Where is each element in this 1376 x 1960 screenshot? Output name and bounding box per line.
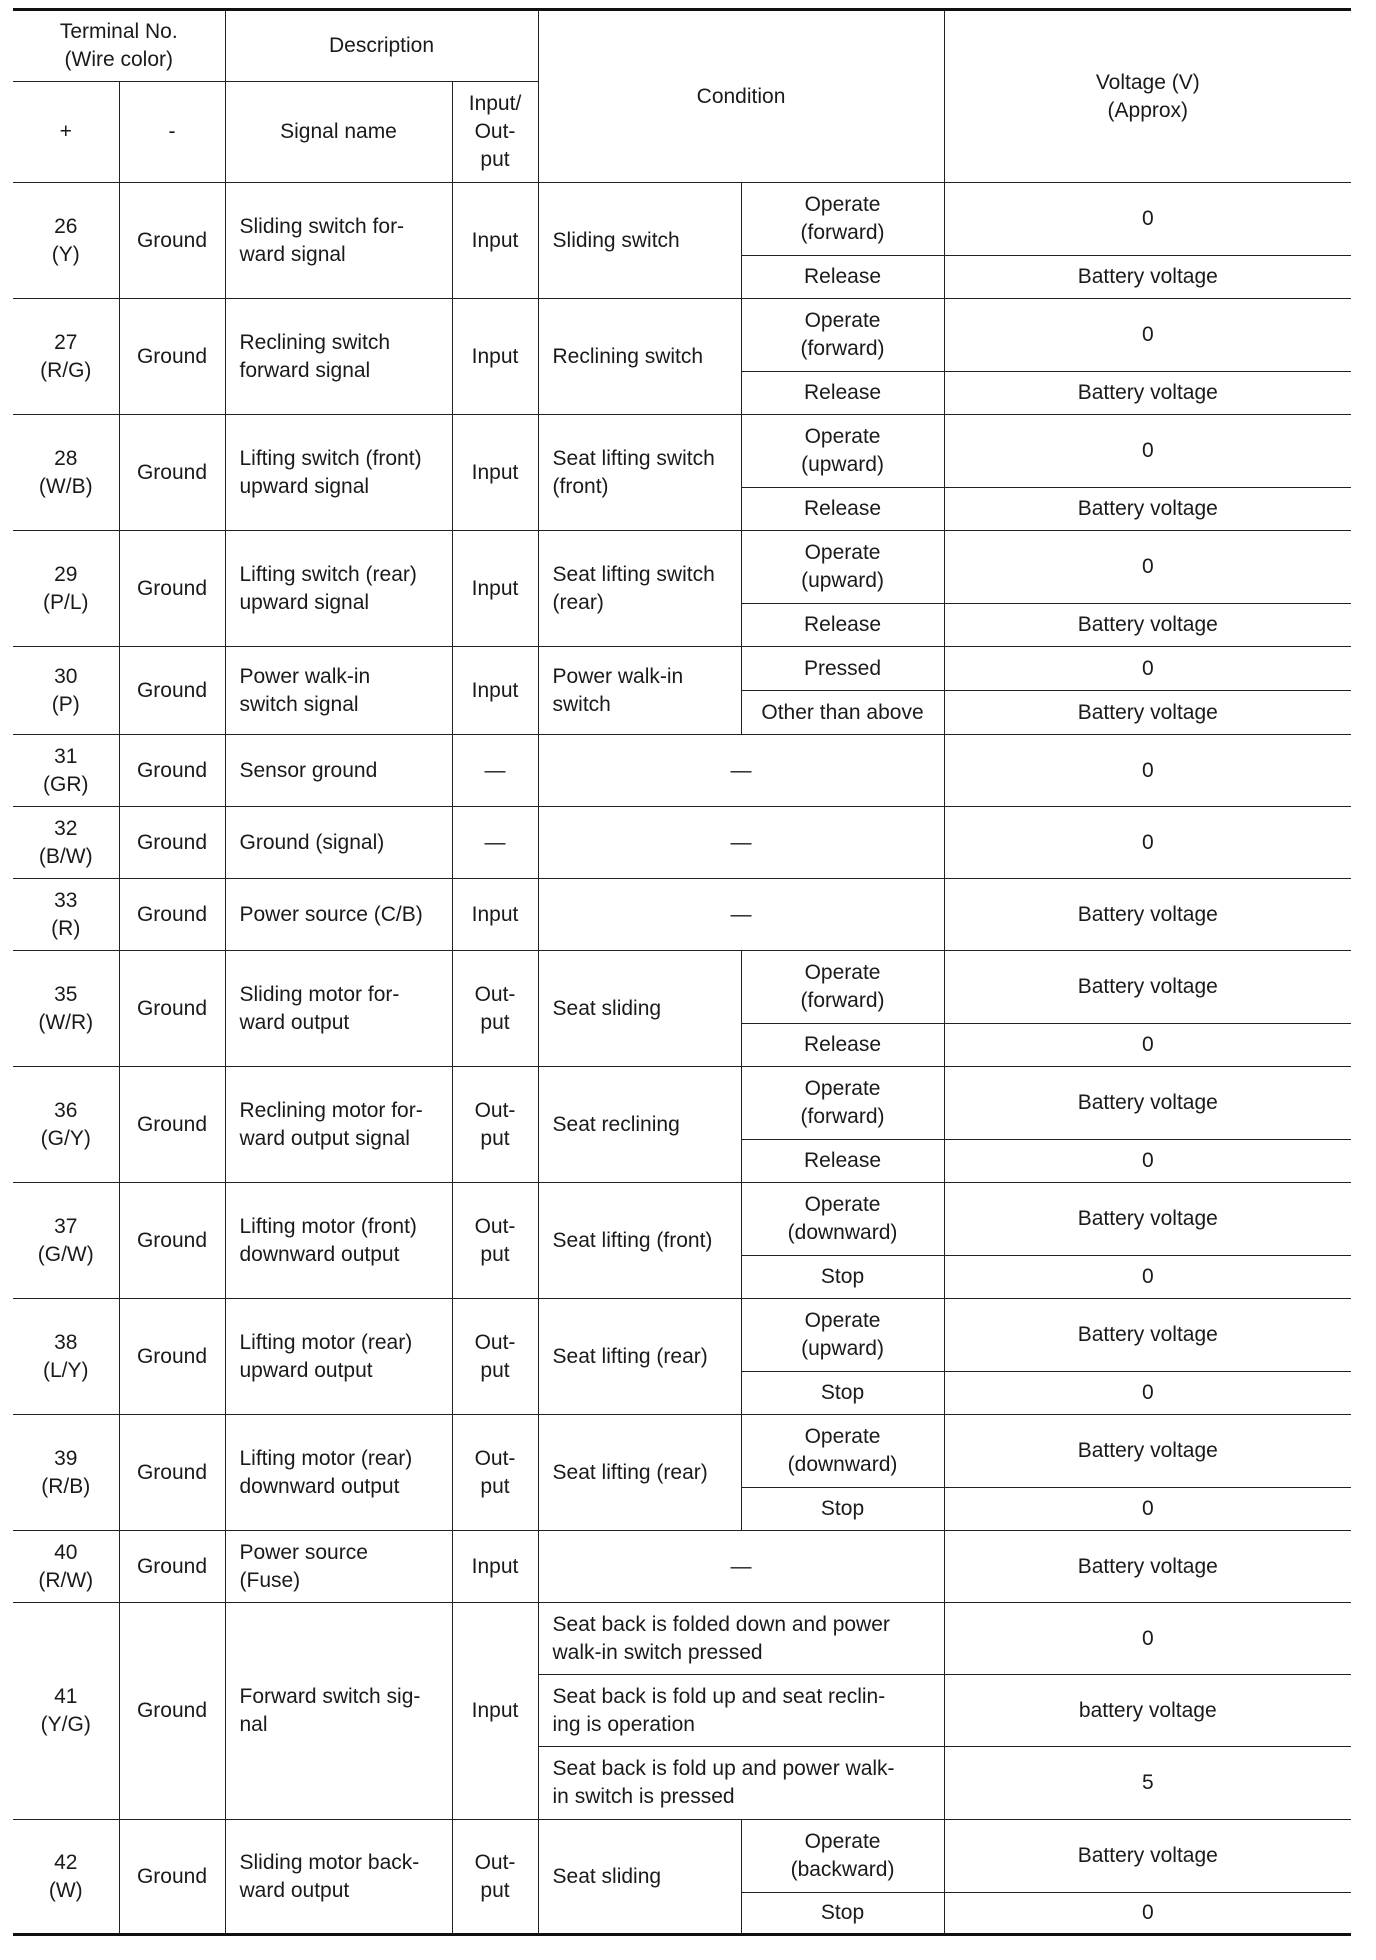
- voltage-cell: Battery voltage: [944, 1531, 1351, 1603]
- ground-cell: Ground: [119, 531, 225, 647]
- ground-cell: Ground: [119, 879, 225, 951]
- condition-cell: Seat back is fold up and power walk- in switch is pressed: [538, 1747, 944, 1820]
- terminal-cell: 41 (Y/G): [13, 1603, 119, 1820]
- signal-name-cell: Lifting switch (front) upward signal: [225, 415, 452, 531]
- condition-cell: Sliding switch: [538, 183, 741, 299]
- terminal-cell: 39 (R/B): [13, 1415, 119, 1531]
- voltage-cell: 0: [944, 531, 1351, 604]
- condition-cell: Power walk-in switch: [538, 647, 741, 735]
- signal-name-cell: Lifting switch (rear) upward signal: [225, 531, 452, 647]
- terminal-cell: 27 (R/G): [13, 299, 119, 415]
- ground-cell: Ground: [119, 1067, 225, 1183]
- terminal-cell: 37 (G/W): [13, 1183, 119, 1299]
- signal-name-cell: Sensor ground: [225, 735, 452, 807]
- voltage-cell: 0: [944, 1488, 1351, 1531]
- voltage-cell: 0: [944, 183, 1351, 256]
- header-plus: +: [13, 82, 119, 183]
- state-cell: Other than above: [741, 691, 944, 735]
- signal-name-cell: Power source (Fuse): [225, 1531, 452, 1603]
- signal-name-cell: Ground (signal): [225, 807, 452, 879]
- table-row: [13, 879, 1351, 951]
- terminal-cell: 33 (R): [13, 879, 119, 951]
- state-cell: Operate (backward): [741, 1820, 944, 1893]
- voltage-cell: 0: [944, 1024, 1351, 1067]
- table-row: [13, 807, 1351, 879]
- io-cell: Out- put: [452, 951, 538, 1067]
- voltage-cell: Battery voltage: [944, 1415, 1351, 1488]
- voltage-cell: 0: [944, 1256, 1351, 1299]
- voltage-cell: 0: [944, 1372, 1351, 1415]
- signal-name-cell: Power walk-in switch signal: [225, 647, 452, 735]
- voltage-cell: Battery voltage: [944, 951, 1351, 1024]
- io-cell: Out- put: [452, 1415, 538, 1531]
- voltage-cell: Battery voltage: [944, 372, 1351, 415]
- voltage-cell: Battery voltage: [944, 604, 1351, 647]
- voltage-cell: Battery voltage: [944, 691, 1351, 735]
- voltage-cell: Battery voltage: [944, 1067, 1351, 1140]
- io-cell: Input: [452, 299, 538, 415]
- io-cell: Input: [452, 647, 538, 735]
- state-cell: Release: [741, 604, 944, 647]
- header-terminal-no: Terminal No. (Wire color): [13, 10, 225, 82]
- terminal-cell: 32 (B/W): [13, 807, 119, 879]
- terminal-cell: 26 (Y): [13, 183, 119, 299]
- signal-name-cell: Lifting motor (rear) upward output: [225, 1299, 452, 1415]
- state-cell: Release: [741, 256, 944, 299]
- terminal-cell: 30 (P): [13, 647, 119, 735]
- header-description: Description: [225, 10, 538, 82]
- condition-cell: Seat back is folded down and power walk-in switch pressed: [538, 1603, 944, 1675]
- ground-cell: Ground: [119, 807, 225, 879]
- condition-cell: Seat lifting (rear): [538, 1299, 741, 1415]
- terminal-cell: 42 (W): [13, 1820, 119, 1935]
- signal-name-cell: Lifting motor (front) downward output: [225, 1183, 452, 1299]
- voltage-cell: Battery voltage: [944, 1183, 1351, 1256]
- table-row: [13, 735, 1351, 807]
- state-cell: Operate (forward): [741, 299, 944, 372]
- voltage-cell: Battery voltage: [944, 1299, 1351, 1372]
- state-cell: Operate (forward): [741, 951, 944, 1024]
- condition-cell: Reclining switch: [538, 299, 741, 415]
- state-cell: Release: [741, 1024, 944, 1067]
- voltage-cell: 0: [944, 415, 1351, 488]
- terminal-cell: 31 (GR): [13, 735, 119, 807]
- state-cell: Stop: [741, 1256, 944, 1299]
- table-row: [13, 1603, 1351, 1675]
- terminal-cell: 36 (G/Y): [13, 1067, 119, 1183]
- header-minus: -: [119, 82, 225, 183]
- voltage-cell: Battery voltage: [944, 1820, 1351, 1893]
- ground-cell: Ground: [119, 1415, 225, 1531]
- table-row: [13, 1415, 1351, 1488]
- table-row: [13, 415, 1351, 488]
- header-voltage: Voltage (V) (Approx): [944, 10, 1351, 183]
- condition-cell: —: [538, 879, 944, 951]
- table-row: [13, 1067, 1351, 1140]
- io-cell: —: [452, 807, 538, 879]
- voltage-cell: 0: [944, 807, 1351, 879]
- terminal-table: [13, 8, 1351, 1936]
- signal-name-cell: Power source (C/B): [225, 879, 452, 951]
- io-cell: Out- put: [452, 1820, 538, 1935]
- io-cell: Out- put: [452, 1183, 538, 1299]
- terminal-cell: 38 (L/Y): [13, 1299, 119, 1415]
- io-cell: Out- put: [452, 1299, 538, 1415]
- ground-cell: Ground: [119, 1299, 225, 1415]
- header-row: [13, 10, 1351, 82]
- voltage-cell: battery voltage: [944, 1675, 1351, 1747]
- io-cell: Input: [452, 879, 538, 951]
- voltage-cell: Battery voltage: [944, 488, 1351, 531]
- signal-name-cell: Reclining motor for- ward output signal: [225, 1067, 452, 1183]
- voltage-cell: 0: [944, 735, 1351, 807]
- state-cell: Stop: [741, 1488, 944, 1531]
- condition-cell: —: [538, 807, 944, 879]
- signal-name-cell: Lifting motor (rear) downward output: [225, 1415, 452, 1531]
- state-cell: Operate (forward): [741, 1067, 944, 1140]
- ground-cell: Ground: [119, 735, 225, 807]
- table-row: [13, 647, 1351, 691]
- voltage-cell: 0: [944, 647, 1351, 691]
- ground-cell: Ground: [119, 647, 225, 735]
- state-cell: Operate (upward): [741, 1299, 944, 1372]
- io-cell: Input: [452, 183, 538, 299]
- io-cell: —: [452, 735, 538, 807]
- io-cell: Out- put: [452, 1067, 538, 1183]
- state-cell: Stop: [741, 1372, 944, 1415]
- state-cell: Pressed: [741, 647, 944, 691]
- state-cell: Release: [741, 488, 944, 531]
- state-cell: Release: [741, 1140, 944, 1183]
- state-cell: Operate (downward): [741, 1183, 944, 1256]
- table-row: [13, 183, 1351, 256]
- signal-name-cell: Reclining switch forward signal: [225, 299, 452, 415]
- table-row: [13, 1531, 1351, 1603]
- io-cell: Input: [452, 415, 538, 531]
- condition-cell: Seat lifting (front): [538, 1183, 741, 1299]
- condition-cell: Seat sliding: [538, 951, 741, 1067]
- state-cell: Operate (upward): [741, 415, 944, 488]
- io-cell: Input: [452, 1603, 538, 1820]
- io-cell: Input: [452, 531, 538, 647]
- state-cell: Operate (upward): [741, 531, 944, 604]
- condition-cell: Seat lifting (rear): [538, 1415, 741, 1531]
- header-signal-name: Signal name: [225, 82, 452, 183]
- voltage-cell: 5: [944, 1747, 1351, 1820]
- signal-name-cell: Sliding motor back- ward output: [225, 1820, 452, 1935]
- voltage-cell: 0: [944, 1603, 1351, 1675]
- ground-cell: Ground: [119, 183, 225, 299]
- table-row: [13, 531, 1351, 604]
- ground-cell: Ground: [119, 415, 225, 531]
- header-io: Input/ Out- put: [452, 82, 538, 183]
- state-cell: Operate (forward): [741, 183, 944, 256]
- ground-cell: Ground: [119, 1183, 225, 1299]
- table-row: [13, 1299, 1351, 1372]
- terminal-cell: 35 (W/R): [13, 951, 119, 1067]
- terminal-cell: 29 (P/L): [13, 531, 119, 647]
- ground-cell: Ground: [119, 1531, 225, 1603]
- io-cell: Input: [452, 1531, 538, 1603]
- ground-cell: Ground: [119, 1820, 225, 1935]
- voltage-cell: 0: [944, 299, 1351, 372]
- terminal-cell: 28 (W/B): [13, 415, 119, 531]
- condition-cell: —: [538, 735, 944, 807]
- state-cell: Operate (downward): [741, 1415, 944, 1488]
- ground-cell: Ground: [119, 299, 225, 415]
- table-row: [13, 1183, 1351, 1256]
- state-cell: Stop: [741, 1893, 944, 1935]
- table-row: [13, 1820, 1351, 1893]
- condition-cell: —: [538, 1531, 944, 1603]
- ground-cell: Ground: [119, 951, 225, 1067]
- table-row: [13, 299, 1351, 372]
- signal-name-cell: Sliding switch for- ward signal: [225, 183, 452, 299]
- voltage-cell: 0: [944, 1893, 1351, 1935]
- condition-cell: Seat sliding: [538, 1820, 741, 1935]
- condition-cell: Seat back is fold up and seat reclin- ing is operation: [538, 1675, 944, 1747]
- condition-cell: Seat lifting switch (rear): [538, 531, 741, 647]
- ground-cell: Ground: [119, 1603, 225, 1820]
- condition-cell: Seat reclining: [538, 1067, 741, 1183]
- condition-cell: Seat lifting switch (front): [538, 415, 741, 531]
- signal-name-cell: Forward switch sig- nal: [225, 1603, 452, 1820]
- terminal-cell: 40 (R/W): [13, 1531, 119, 1603]
- voltage-cell: Battery voltage: [944, 879, 1351, 951]
- header-condition: Condition: [538, 10, 944, 183]
- voltage-cell: Battery voltage: [944, 256, 1351, 299]
- table-row: [13, 951, 1351, 1024]
- signal-name-cell: Sliding motor for- ward output: [225, 951, 452, 1067]
- voltage-cell: 0: [944, 1140, 1351, 1183]
- state-cell: Release: [741, 372, 944, 415]
